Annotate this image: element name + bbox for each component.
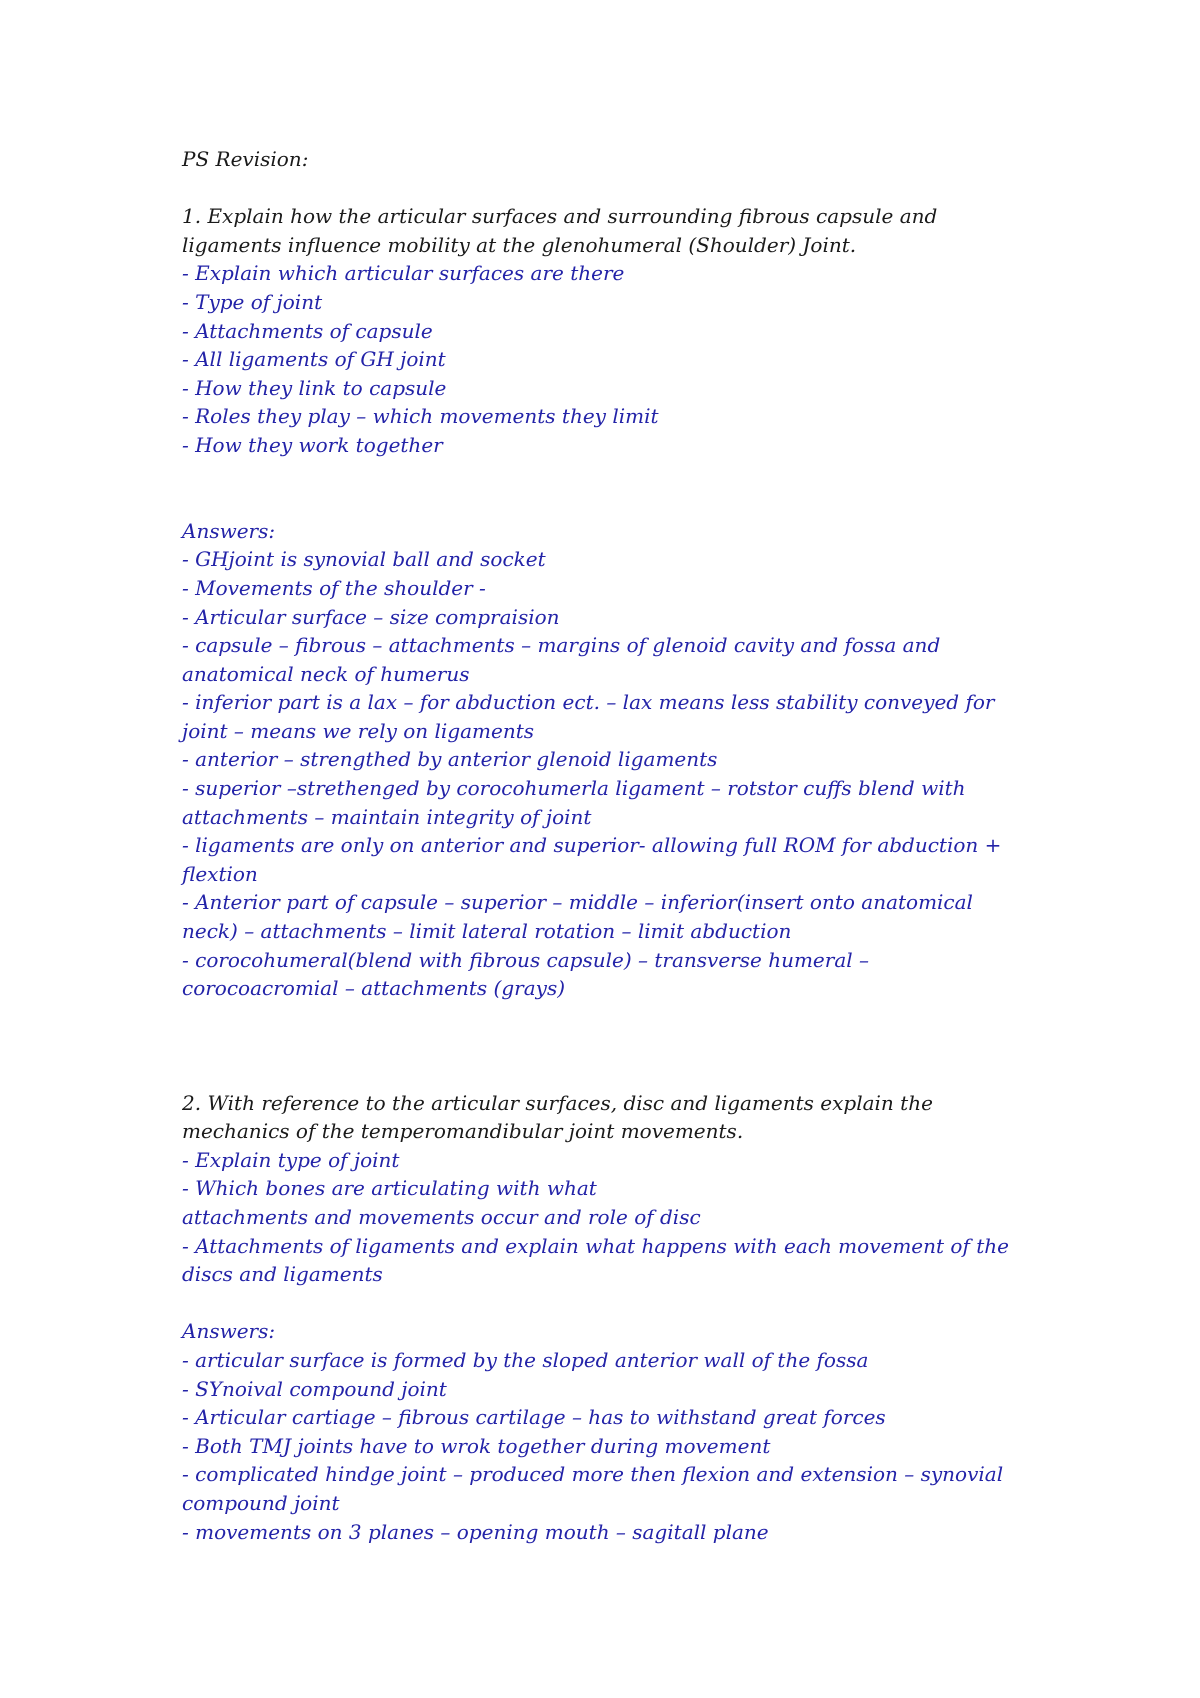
answer-line: compound joint	[182, 1490, 340, 1515]
answer-line: anatomical neck of humerus	[182, 661, 470, 686]
answer-line: - Anterior part of capsule – superior – middle – inferior(insert onto anatomical	[182, 890, 973, 915]
prompt-item: - Explain type of joint	[182, 1147, 400, 1172]
answer-line: - Both TMJ joints have to wrok together during movement	[182, 1433, 771, 1458]
answer-line: - complicated hindge joint – produced more then flexion and extension – synovial	[182, 1462, 1004, 1487]
answer-line: - ligaments are only on anterior and superior- allowing full ROM for abduction +	[182, 833, 1002, 858]
answer-line: - SYnoival compound joint	[182, 1376, 447, 1401]
answer-line: - inferior part is a lax – for abduction ect. – lax means less stability conveyed for	[182, 690, 995, 715]
prompt-item: attachments and movements occur and role of disc	[182, 1204, 701, 1229]
question-2-prompts	[182, 1146, 1022, 1289]
prompt-item: - Explain which articular surfaces are there	[182, 261, 625, 286]
document-title: PS Revision:	[182, 147, 309, 171]
prompt-item: - Which bones are articulating with what	[182, 1176, 597, 1201]
question-2	[182, 1089, 1022, 1146]
answer-line: - Movements of the shoulder -	[182, 575, 486, 600]
prompt-item: - All ligaments of GH joint	[182, 347, 446, 372]
answer-line: - articular surface is formed by the sloped anterior wall of the fossa	[182, 1347, 869, 1372]
answer-line: - anterior – strengthed by anterior glenoid ligaments	[182, 747, 718, 772]
prompt-item: discs and ligaments	[182, 1262, 383, 1287]
answer-line: joint – means we rely on ligaments	[182, 718, 535, 743]
answer-line: attachments – maintain integrity of joint	[182, 804, 592, 829]
answer-line: - corocohumeral(blend with fibrous capsule) – transverse humeral –	[182, 947, 870, 972]
question-1	[182, 202, 1022, 259]
prompt-item: - How they work together	[182, 432, 443, 457]
prompt-item: - How they link to capsule	[182, 375, 447, 400]
answer-line: - Articular surface – size compraision	[182, 604, 560, 629]
question-2-answers	[182, 1317, 1022, 1546]
prompt-item: - Roles they play – which movements they limit	[182, 404, 659, 429]
answer-line: - Articular cartiage – fibrous cartilage – has to withstand great forces	[182, 1405, 886, 1430]
question-1-line: ligaments influence mobility at the glenohumeral (Shoulder) Joint.	[182, 232, 857, 257]
answer-line: flextion	[182, 861, 258, 886]
question-2-line: 2. With reference to the articular surfaces, disc and ligaments explain the	[182, 1090, 933, 1115]
answer-line: neck) – attachments – limit lateral rotation – limit abduction	[182, 919, 792, 944]
answers-label: Answers:	[182, 518, 276, 543]
question-1-answers	[182, 517, 1022, 1003]
prompt-item: - Type of joint	[182, 289, 323, 314]
prompt-item: - Attachments of capsule	[182, 318, 433, 343]
answers-label: Answers:	[182, 1319, 276, 1344]
prompt-item: - Attachments of ligaments and explain what happens with each movement of the	[182, 1233, 1009, 1258]
answer-line: - movements on 3 planes – opening mouth – sagitall plane	[182, 1519, 769, 1544]
answer-line: - superior –strethenged by corocohumerla ligament – rotstor cuffs blend with	[182, 776, 966, 801]
question-1-prompts	[182, 259, 1022, 459]
answer-line: - GHjoint is synovial ball and socket	[182, 547, 546, 572]
question-1-line: 1. Explain how the articular surfaces and surrounding fibrous capsule and	[182, 204, 938, 229]
question-2-line: mechanics of the temperomandibular joint movements.	[182, 1119, 744, 1144]
answer-line: corocoacromial – attachments (grays)	[182, 976, 566, 1001]
answer-line: - capsule – fibrous – attachments – margins of glenoid cavity and fossa and	[182, 633, 941, 658]
document-page	[182, 145, 1022, 1546]
